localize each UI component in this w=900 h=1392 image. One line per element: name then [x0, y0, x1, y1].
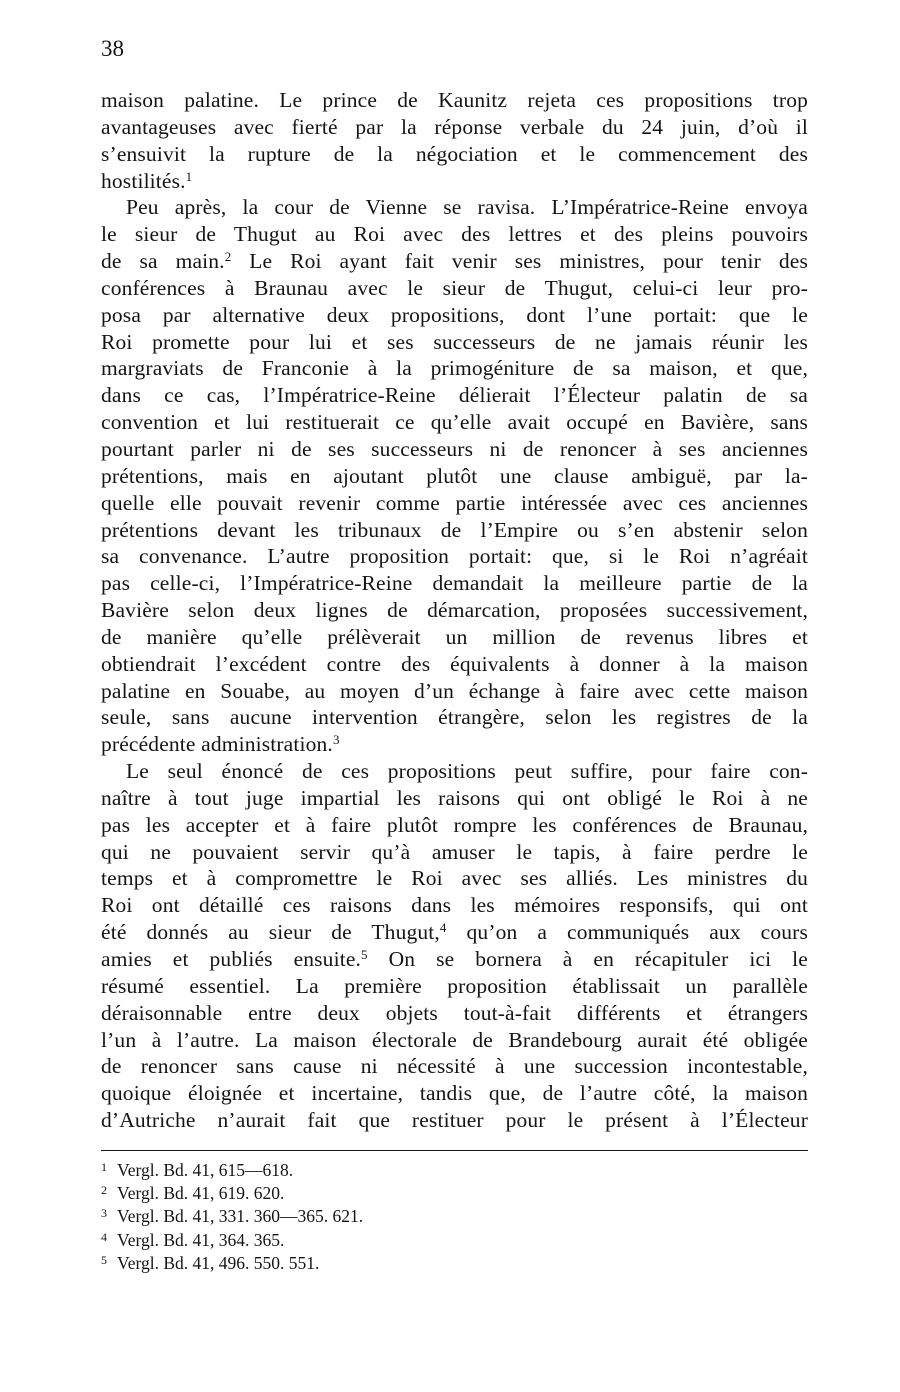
- body-text: [101, 87, 808, 1134]
- text-line: sa convenance. L’autre proposition portait: que, si le Roi n’agréait: [101, 544, 808, 569]
- footnote: 3 Vergl. Bd. 41, 331. 360—365. 621.: [101, 1206, 364, 1227]
- text-line: Bavière selon deux lignes de démarcation, proposées successivement,: [101, 598, 808, 623]
- text-line: posa par alternative deux propositions, dont l’une portait: que le: [101, 302, 808, 327]
- text-line: margraviats de Franconie à la primogéniture de sa maison, et que,: [101, 356, 808, 381]
- text-line: temps et à compromettre le Roi avec ses alliés. Les ministres du: [101, 866, 808, 891]
- text-line: s’ensuivit la rupture de la négociation et le commencement des: [101, 141, 808, 166]
- text-line: de renoncer sans cause ni nécessité à une succession incontestable,: [101, 1054, 808, 1079]
- footnote-text: Vergl. Bd. 41, 331. 360—365. 621.: [117, 1206, 364, 1227]
- footnote: 5 Vergl. Bd. 41, 496. 550. 551.: [101, 1252, 320, 1273]
- text-line: prétentions devant les tribunaux de l’Empire ou s’en abstenir selon: [101, 517, 808, 542]
- text-line: Roi promette pour lui et ses successeurs de ne jamais réunir les: [101, 329, 808, 354]
- footnote-ref: 3: [332, 732, 340, 748]
- text-line: maison palatine. Le prince de Kaunitz rejeta ces propositions trop: [101, 88, 808, 112]
- footnote-divider: [101, 1150, 808, 1151]
- text-line: quoique éloignée et incertaine, tandis que, de l’autre côté, la maison: [101, 1081, 808, 1106]
- text-line: déraisonnable entre deux objets tout-à-fait différents et étrangers: [101, 1000, 808, 1025]
- text-line: précédente administration.$^3$: [101, 732, 340, 757]
- text-line: Le seul énoncé de ces propositions peut suffire, pour faire con-: [126, 759, 808, 784]
- text-line: convention et lui restituerait ce qu’elle avait occupé en Bavière, sans: [101, 410, 808, 435]
- text-line: d’Autriche n’aurait fait que restituer pour le présent à l’Électeur: [101, 1108, 808, 1133]
- text-line: qui ne pouvaient servir qu’à amuser le tapis, à faire perdre le: [101, 839, 808, 864]
- text-line: dans ce cas, l’Impératrice-Reine délierait l’Électeur palatin de sa: [101, 383, 808, 408]
- footnote-ref: 1: [185, 168, 193, 184]
- text-line: conférences à Braunau avec le sieur de Thugut, celui-ci leur pro-: [101, 275, 808, 300]
- footnote-text: Vergl. Bd. 41, 615—618.: [117, 1160, 294, 1180]
- footnote-text: Vergl. Bd. 41, 619. 620.: [117, 1183, 285, 1204]
- text-line: amies et publiés ensuite.$^5$ On se bornera à en récapituler ici le: [101, 947, 808, 971]
- text-line: été donnés au sieur de Thugut,$^4$ qu’on a communiqués aux cours: [101, 920, 808, 945]
- page-number: 38: [101, 36, 124, 61]
- footnotes: [101, 1159, 808, 1275]
- text-line: hostilités.$^1$: [101, 168, 193, 193]
- footnote: 2 Vergl. Bd. 41, 619. 620.: [101, 1183, 285, 1204]
- text-line: avantageuses avec fierté par la réponse verbale du 24 juin, d’où il: [101, 114, 808, 139]
- text-line: de manière qu’elle prélèverait un million de revenus libres et: [101, 624, 808, 649]
- text-line: seule, sans aucune intervention étrangère, selon les registres de la: [101, 705, 808, 730]
- text-line: obtiendrait l’excédent contre des équivalents à donner à la maison: [101, 651, 808, 676]
- text-line: pas les accepter et à faire plutôt rompre les conférences de Braunau,: [101, 812, 808, 837]
- text-line: prétentions, mais en ajoutant plutôt une clause ambiguë, par la-: [101, 463, 808, 488]
- footnote: 4 Vergl. Bd. 41, 364. 365.: [101, 1229, 285, 1250]
- text-line: pourtant parler ni de ses successeurs ni de renoncer à ses anciennes: [101, 436, 808, 461]
- footnote: 1 Vergl. Bd. 41, 615—618.: [101, 1160, 294, 1180]
- text-line: Peu après, la cour de Vienne se ravisa. L’Impératrice-Reine envoya: [126, 195, 808, 220]
- footnote-text: Vergl. Bd. 41, 364. 365.: [117, 1229, 285, 1250]
- text-line: pas celle-ci, l’Impératrice-Reine demandait la meilleure partie de la: [101, 571, 808, 596]
- footnote-ref: 5: [361, 947, 368, 962]
- text-line: résumé essentiel. La première proposition établissait un parallèle: [101, 973, 808, 998]
- text-line: le sieur de Thugut au Roi avec des lettres et des pleins pouvoirs: [101, 222, 808, 247]
- footnote-text: Vergl. Bd. 41, 496. 550. 551.: [117, 1252, 320, 1273]
- text-line: de sa main.$^2$ Le Roi ayant fait venir ses ministres, pour tenir des: [101, 249, 808, 274]
- text-line: quelle elle pouvait revenir comme partie intéressée avec ces anciennes: [101, 490, 808, 515]
- footnote-ref: 4: [439, 920, 447, 936]
- footnote-ref: 2: [224, 249, 232, 265]
- text-line: Roi ont détaillé ces raisons dans les mémoires responsifs, qui ont: [101, 893, 808, 918]
- text-line: l’un à l’autre. La maison électorale de Brandebourg aurait été obligée: [101, 1027, 808, 1052]
- text-line: naître à tout juge impartial les raisons qui ont obligé le Roi à ne: [101, 785, 808, 810]
- text-line: palatine en Souabe, au moyen d’un échange à faire avec cette maison: [101, 678, 808, 703]
